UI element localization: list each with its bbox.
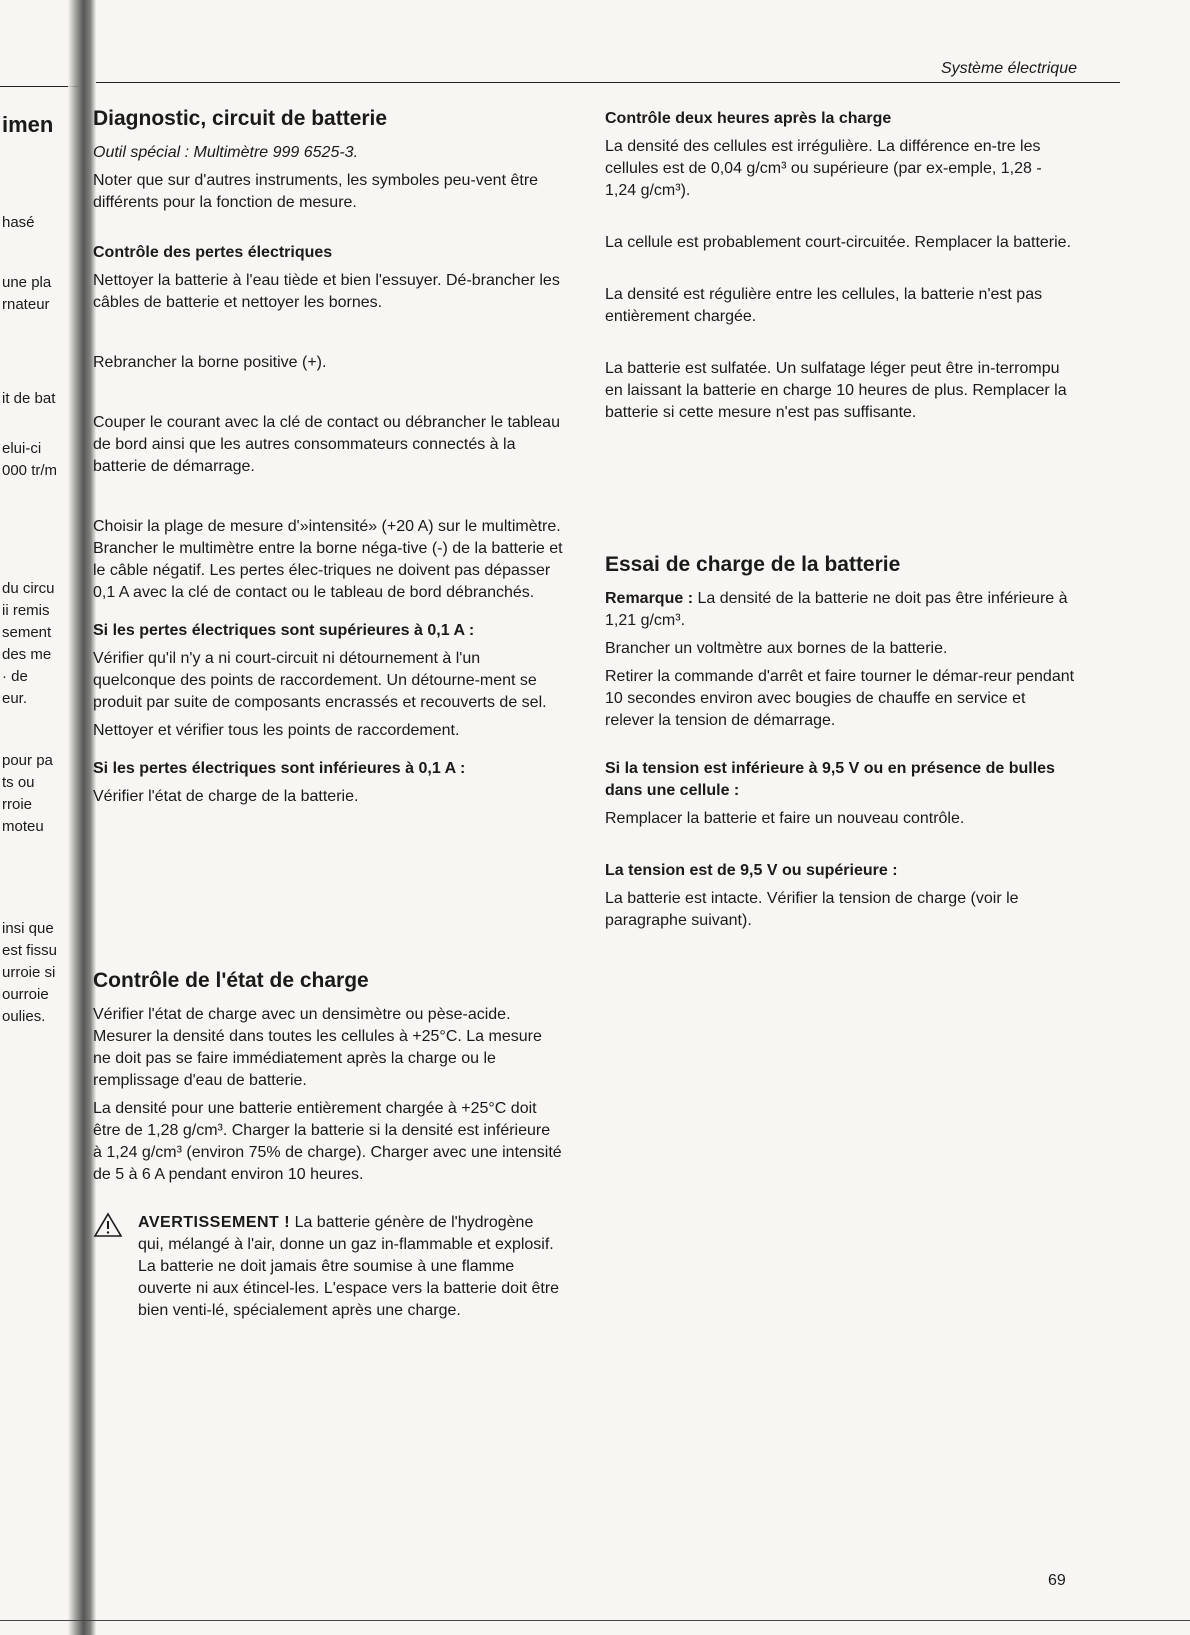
case-high-title: Si les pertes électriques sont supérieures à 0,1 A : [93,622,475,639]
margin-fragment: elui-ci [2,440,42,457]
case-high-text: Vérifier qu'il n'y a ni court-circuit ni détournement à l'un quelconque des points de raccordement. Un détourne-ment se produit par suite de composants encrassés et recouverts de sel. [93,650,547,711]
margin-fragment: · de [2,668,28,685]
step-2: Rebrancher la borne positive (+). [93,354,327,371]
etat-paragraph-1: Vérifier l'état de charge avec un densimètre ou pèse-acide. Mesurer la densité dans toutes les cellules à +25°C. La mesure ne doit pas se faire immédiatement après la charge ou le remplissage d'eau de batterie. [93,1006,542,1089]
controle2h-paragraph-3: La densité est régulière entre les cellules, la batterie n'est pas entièrement chargée. [605,286,1043,325]
section-title-diagnostic: Diagnostic, circuit de batterie [93,107,388,130]
case1-title: Si la tension est inférieure à 9,5 V ou en présence de bulles dans une cellule : [605,760,1055,799]
warning-box [93,1212,563,1322]
margin-fragment: est fissu [2,942,58,959]
right-column [605,108,1075,938]
book-binding-shadow [68,0,96,1635]
margin-fragment: insi que [2,920,54,937]
special-tool: Outil spécial : Multimètre 999 6525-3. [93,144,359,161]
margin-fragment: 000 tr/m [2,462,58,479]
margin-fragment: des me [2,646,52,663]
margin-fragment: imen [2,112,54,137]
left-column [93,106,563,1322]
case1-text: Remplacer la batterie et faire un nouveau contrôle. [605,810,965,827]
margin-fragment: rroie [2,796,33,813]
essai-paragraph-1: Brancher un voltmètre aux bornes de la batterie. [605,640,948,657]
warning-label: AVERTISSEMENT ! [138,1214,291,1231]
bottom-rule [0,1620,1190,1621]
instrument-note: Noter que sur d'autres instruments, les symboles peu-vent être différents pour la fonction de mesure. [93,172,539,211]
margin-fragment: ii remis [2,602,50,619]
margin-fragment: une pla [2,274,52,291]
warning-text: La batterie génère de l'hydrogène qui, mélangé à l'air, donne un gaz in-flammable et explosif. La batterie ne doit jamais être soumise à une flamme ouverte ni aux étincel-les. L'espace vers la batterie doit être bien venti-lé, spécialement après une charge. [138,1214,560,1319]
margin-fragment: it de bat [2,390,56,407]
remark-label: Remarque : [605,590,694,607]
etat-paragraph-2: La densité pour une batterie entièrement chargée à +25°C doit être de 1,28 g/cm³. Charger la batterie si la densité est inférieure à 1,24 g/cm³ (environ 75% de charge). Charger avec une intensité de 5 à 6 A pendant environ 10 heures. [93,1100,562,1183]
subtitle-controle-2h: Contrôle deux heures après la charge [605,110,892,127]
margin-fragment: ourroie [2,986,49,1003]
controle2h-paragraph-1: La densité des cellules est irrégulière. La différence en-tre les cellules est de 0,04 g/cm³ ou supérieure (par ex-emple, 1,28 - 1,24 g/cm³). [605,138,1042,199]
margin-fragment: urroie si [2,964,56,981]
margin-fragment: ts ou [2,774,35,791]
margin-fragment: rnateur [2,296,50,313]
case-high-action: Nettoyer et vérifier tous les points de raccordement. [93,722,460,739]
margin-fragment: du circu [2,580,55,597]
case2-title: La tension est de 9,5 V ou supérieure : [605,862,898,879]
remark-text: La densité de la batterie ne doit pas être inférieure à 1,21 g/cm³. [605,590,1068,629]
header-rule [96,82,1120,83]
case2-text: La batterie est intacte. Vérifier la tension de charge (voir le paragraphe suivant). [605,890,1019,929]
margin-fragment: eur. [2,690,28,707]
step-1: Nettoyer la batterie à l'eau tiède et bien l'essuyer. Dé-brancher les câbles de batterie et nettoyer les bornes. [93,272,560,311]
section-title-etat: Contrôle de l'état de charge [93,969,369,992]
essai-paragraph-2: Retirer la commande d'arrêt et faire tourner le démar-reur pendant 10 secondes environ avec bougies de chauffe en service et relever la tension de démarrage. [605,668,1075,729]
warning-triangle-icon [93,1212,123,1238]
page-number: 69 [1048,1572,1066,1589]
margin-fragment: hasé [2,214,35,231]
subtitle-pertes: Contrôle des pertes électriques [93,244,333,261]
step-3: Couper le courant avec la clé de contact ou débrancher le tableau de bord ainsi que les autres consommateurs connectés à la batterie de démarrage. [93,414,560,475]
case-low-title: Si les pertes électriques sont inférieures à 0,1 A : [93,760,466,777]
section-title-essai: Essai de charge de la batterie [605,553,901,576]
controle2h-paragraph-4: La batterie est sulfatée. Un sulfatage léger peut être in-terrompu en laissant la batterie en charge 10 heures de plus. Remplacer la batterie si cette mesure n'est pas suffisante. [605,360,1067,421]
margin-fragment: oulies. [2,1008,46,1025]
margin-fragment: moteu [2,818,44,835]
remark [605,588,1075,632]
case-low-text: Vérifier l'état de charge de la batterie. [93,788,359,805]
controle2h-paragraph-2: La cellule est probablement court-circuitée. Remplacer la batterie. [605,234,1072,251]
step-4: Choisir la plage de mesure d'»intensité» (+20 A) sur le multimètre. Brancher le multimètre entre la borne néga-tive (-) de la batterie et le câble négatif. Les pertes élec-triques ne doivent pas dépasser 0,1 A avec la clé de contact ou le tableau de bord débranchés. [93,518,563,601]
margin-fragment: sement [2,624,52,641]
margin-fragment: pour pa [2,752,53,769]
running-header: Système électrique [940,60,1077,77]
